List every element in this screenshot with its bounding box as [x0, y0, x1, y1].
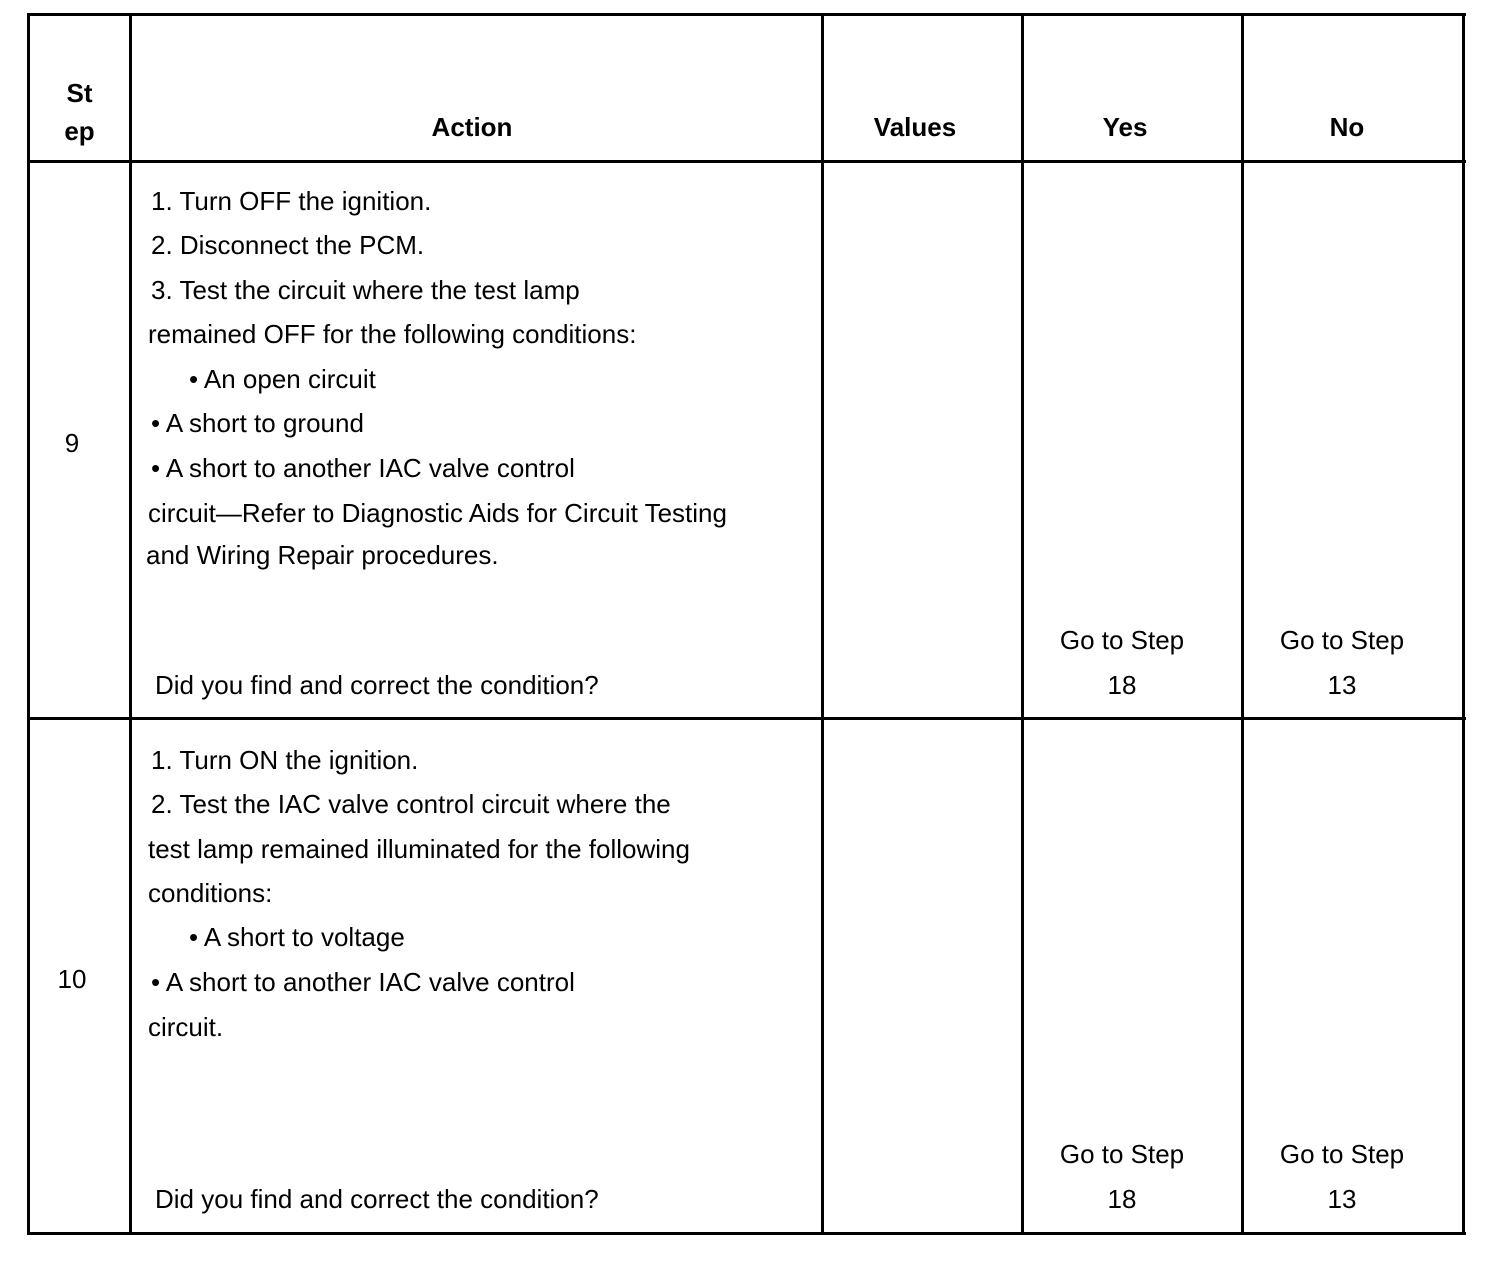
header-action: Action	[431, 112, 513, 142]
action-bullet-line: • A short to ground	[151, 408, 364, 438]
action-line: conditions:	[148, 878, 273, 908]
no-result-line2: 13	[1327, 1184, 1357, 1214]
header-yes: Yes	[1102, 112, 1148, 142]
action-bullet-line: • A short to voltage	[189, 922, 405, 952]
action-line: 2. Test the IAC valve control circuit where the	[151, 789, 671, 819]
action-line: circuit—Refer to Diagnostic Aids for Circuit Testing	[148, 498, 727, 528]
action-line: circuit.	[148, 1012, 224, 1042]
action-line: 1. Turn OFF the ignition.	[151, 186, 432, 216]
action-bullet-line: • A short to another IAC valve control	[151, 453, 575, 483]
action-line: remained OFF for the following conditions:	[148, 319, 637, 349]
action-bullet-line: • An open circuit	[189, 364, 376, 394]
table-border-bottom	[27, 1232, 1466, 1235]
action-line: test lamp remained illuminated for the following	[148, 834, 690, 864]
table-col-divider-values	[1021, 13, 1024, 1235]
action-question: Did you find and correct the condition?	[155, 1184, 599, 1214]
no-result-line2: 13	[1327, 670, 1357, 700]
table-border-row-divider	[27, 717, 1466, 720]
action-question: Did you find and correct the condition?	[155, 670, 599, 700]
header-step	[30, 74, 129, 150]
action-line: 1. Turn ON the ignition.	[151, 745, 419, 775]
header-values: Values	[873, 112, 957, 142]
action-line: 2. Disconnect the PCM.	[151, 230, 425, 260]
step-number: 9	[64, 428, 80, 458]
table-col-divider-step	[129, 13, 132, 1235]
no-result-line1: Go to Step	[1279, 1139, 1405, 1169]
table-col-divider-action	[821, 13, 824, 1235]
action-bullet-line: • A short to another IAC valve control	[151, 967, 575, 997]
no-result-line1: Go to Step	[1279, 625, 1405, 655]
header-step-line2: ep	[64, 116, 95, 146]
table-col-divider-yes	[1241, 13, 1244, 1235]
action-line: and Wiring Repair procedures.	[146, 540, 499, 570]
yes-result-line1: Go to Step	[1059, 625, 1185, 655]
table-border-left	[27, 13, 30, 1235]
header-no: No	[1329, 112, 1365, 142]
table-border-right	[1462, 13, 1465, 1235]
table-border-top	[27, 13, 1466, 16]
yes-result-line2: 18	[1107, 670, 1137, 700]
table-border-header	[27, 160, 1466, 163]
yes-result-line1: Go to Step	[1059, 1139, 1185, 1169]
yes-result-line2: 18	[1107, 1184, 1137, 1214]
step-number: 10	[57, 964, 87, 994]
header-step-line1: St	[66, 78, 93, 108]
action-line: 3. Test the circuit where the test lamp	[151, 275, 580, 305]
